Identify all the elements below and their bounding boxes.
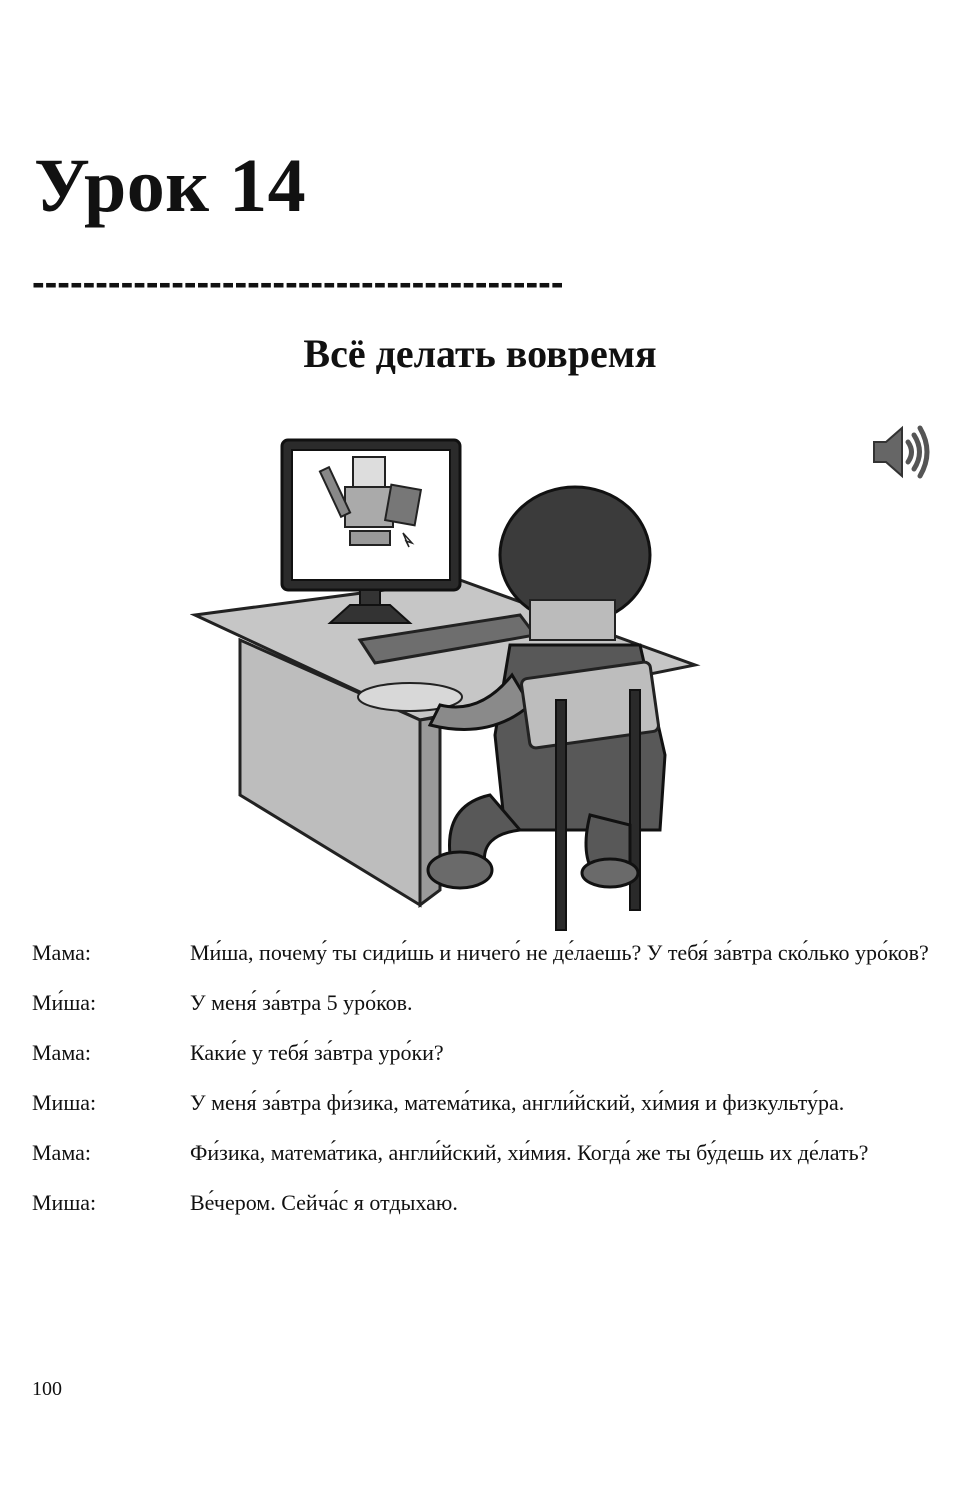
speaker-name: Миша: <box>32 1090 97 1115</box>
speaker-name: Миша: <box>32 1190 97 1215</box>
utterance: У меня́ за́втра фи́зика, матема́тика, англи́йский, хи́мия и физкульту́ра. <box>190 1090 845 1115</box>
utterance: Каки́е у тебя́ за́втра уро́ки? <box>190 1040 444 1065</box>
dialogue <box>0 936 960 1236</box>
lesson-title: Урок 14 <box>34 144 307 228</box>
dialogue-line <box>0 986 960 1019</box>
speaker-name: Ми́ша: <box>32 990 97 1015</box>
utterance: У меня́ за́втра 5 уро́ков. <box>190 990 413 1015</box>
dialogue-line <box>0 1136 960 1169</box>
dialogue-line <box>0 936 960 969</box>
dashed-divider: ------------------------------------------ <box>32 262 564 304</box>
page-number: 100 <box>32 1378 62 1400</box>
boy-at-computer-illustration <box>190 435 710 935</box>
utterance: Фи́зика, матема́тика, англи́йский, хи́мия. Когда́ же ты бу́дешь их де́лать? <box>190 1140 869 1165</box>
lesson-subtitle: Всё делать вовремя <box>303 331 657 376</box>
dialogue-line <box>0 1086 960 1119</box>
dialogue-line <box>0 1186 960 1219</box>
utterance: Ве́чером. Сейча́с я отдыхаю. <box>190 1190 458 1215</box>
speaker-name: Мама: <box>32 1040 91 1065</box>
dialogue-line <box>0 1036 960 1069</box>
speaker-name: Мама: <box>32 940 91 965</box>
utterance: Ми́ша, почему́ ты сиди́шь и ничего́ не де́лаешь? У тебя́ за́втра ско́лько уро́ков? <box>190 940 929 965</box>
speaker-name: Мама: <box>32 1140 91 1165</box>
speaker-volume-icon[interactable] <box>868 420 932 484</box>
